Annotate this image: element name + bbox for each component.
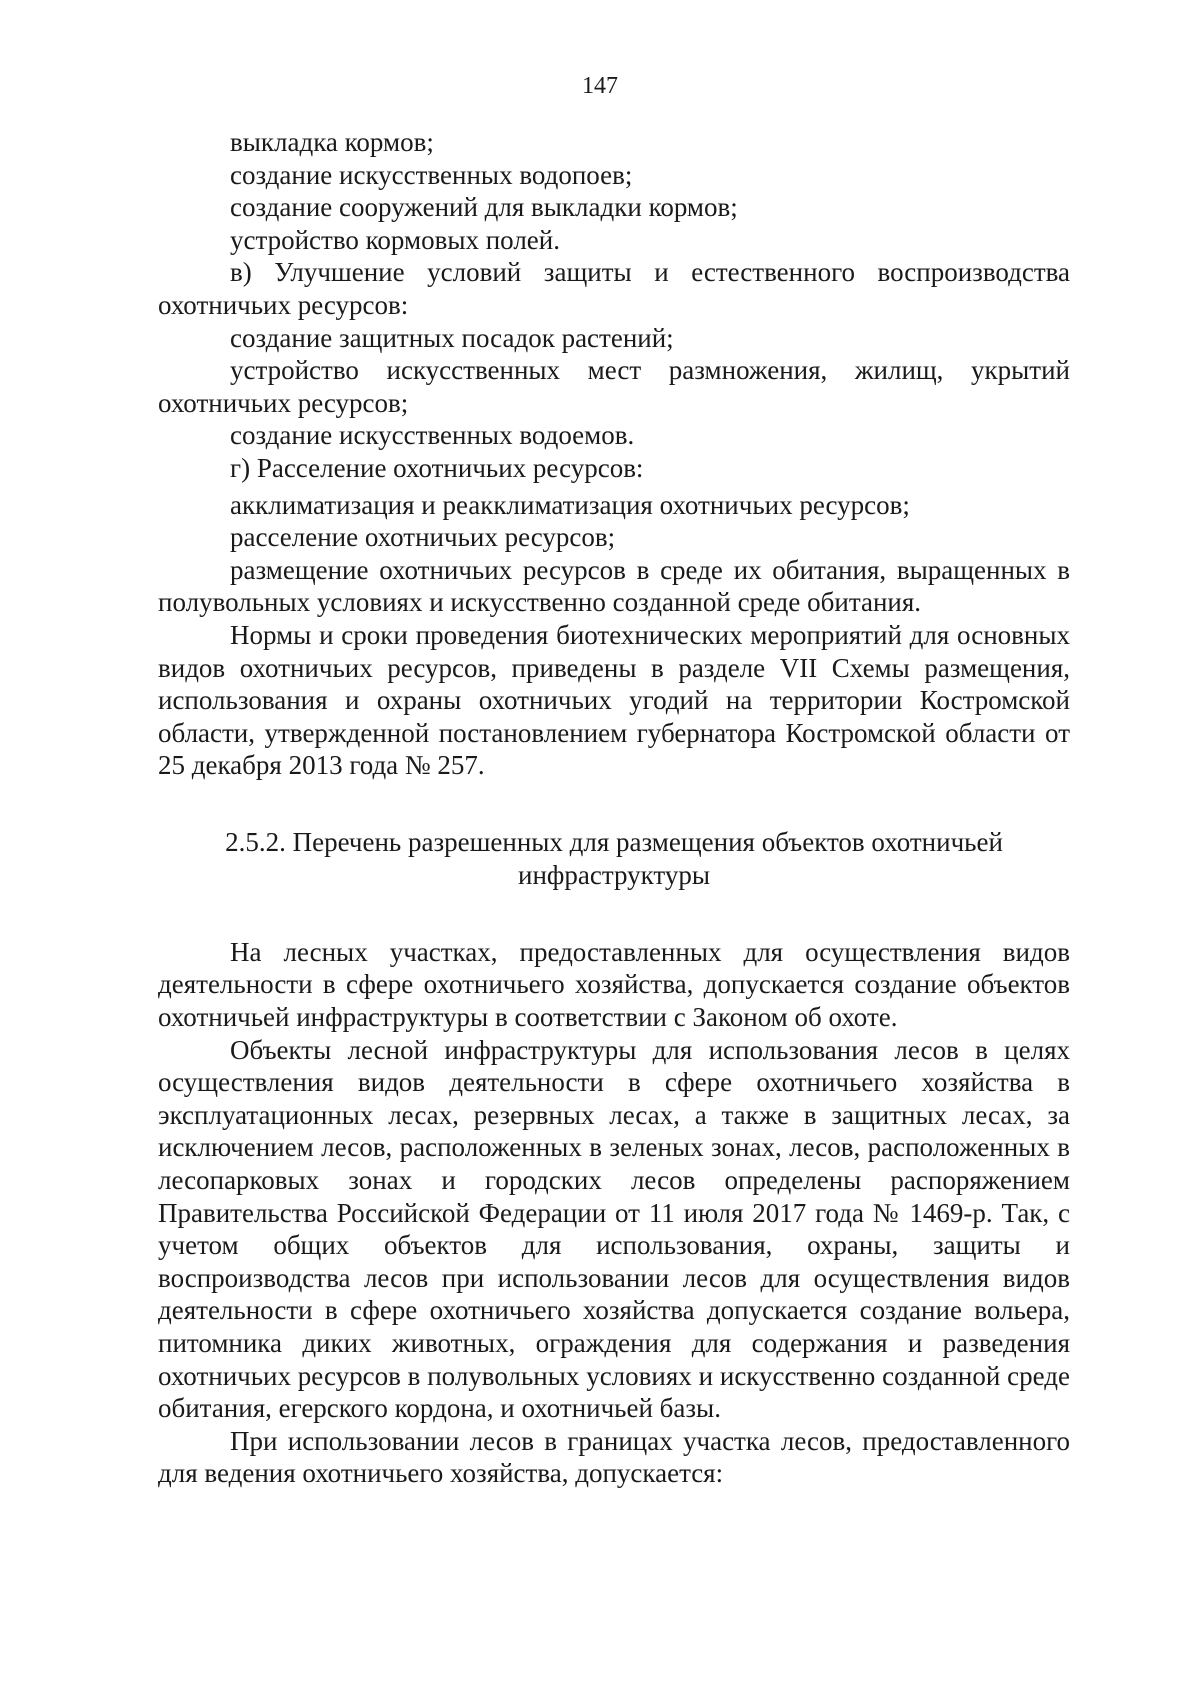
list-item: расселение охотничьих ресурсов; xyxy=(230,522,616,553)
list-item: размещение охотничьих ресурсов в среде их обитания, выращенных в полувольных условиях и искусственно созданной среде обитания. xyxy=(158,554,1070,618)
norms-paragraph: Нормы и сроки проведения биотехнических мероприятий для основных видов охотничьих ресурсов, приведены в разделе VII Схемы размещения, использования и охраны охотничьих угодий на территории Костромской области, утвержденной постановлением губернатора Костромской области от 25 декабря 2013 года № 257. xyxy=(158,619,1070,781)
body-paragraph: На лесных участках, предоставленных для осуществления видов деятельности в сфере охотничьего хозяйства, допускается создание объектов охотничьей инфраструктуры в соответствии с Законом об охоте. xyxy=(158,936,1070,1033)
list-item: создание сооружений для выкладки кормов; xyxy=(230,192,738,223)
list-item: создание искусственных водоемов. xyxy=(230,420,635,451)
page-number: 147 xyxy=(582,73,618,99)
section-heading-line-2: инфраструктуры xyxy=(518,859,710,890)
body-paragraph: При использовании лесов в границах участка лесов, предоставленного для ведения охотничьего хозяйства, допускается: xyxy=(158,1425,1070,1489)
body-paragraph: Объекты лесной инфраструктуры для использования лесов в целях осуществления видов деятельности в сфере охотничьего хозяйства в эксплуатационных лесах, резервных лесах, а также в защитных лесах, за исключением лесов, расположенных в зеленых зонах, лесов, расположенных в лесопарковых зонах и городских лесов определены распоряжением Правительства Российской Федерации от 11 июля 2017 года № 1469-р. Так, с учетом общих объектов для использования, охраны, защиты и воспроизводства лесов при использовании лесов для осуществления видов деятельности в сфере охотничьего хозяйства допускается создание вольера, питомника диких животных, ограждения для содержания и разведения охотничьих ресурсов в полувольных условиях и искусственно созданной среде обитания, егерского кордона, и охотничьей базы. xyxy=(158,1034,1070,1424)
list-item: создание искусственных водопоев; xyxy=(230,159,633,190)
list-item: акклиматизация и реакклиматизация охотничьих ресурсов; xyxy=(230,489,910,520)
section-heading-line-1: 2.5.2. Перечень разрешенных для размещения объектов охотничьей xyxy=(225,826,1003,857)
spacer xyxy=(158,892,1070,936)
section-v-title: в) Улучшение условий защиты и естественного воспроизводства охотничьих ресурсов: xyxy=(158,257,1070,320)
document-body xyxy=(158,126,1070,1490)
list-item: устройство кормовых полей. xyxy=(230,224,560,255)
section-g-title: г) Расселение охотничьих ресурсов: xyxy=(230,452,644,483)
list-item: выкладка кормов; xyxy=(230,127,434,157)
list-item: создание защитных посадок растений; xyxy=(230,322,674,353)
list-item: устройство искусственных мест размножения, жилищ, укрытий охотничьих ресурсов; xyxy=(158,355,1070,418)
section-heading xyxy=(158,826,1070,892)
